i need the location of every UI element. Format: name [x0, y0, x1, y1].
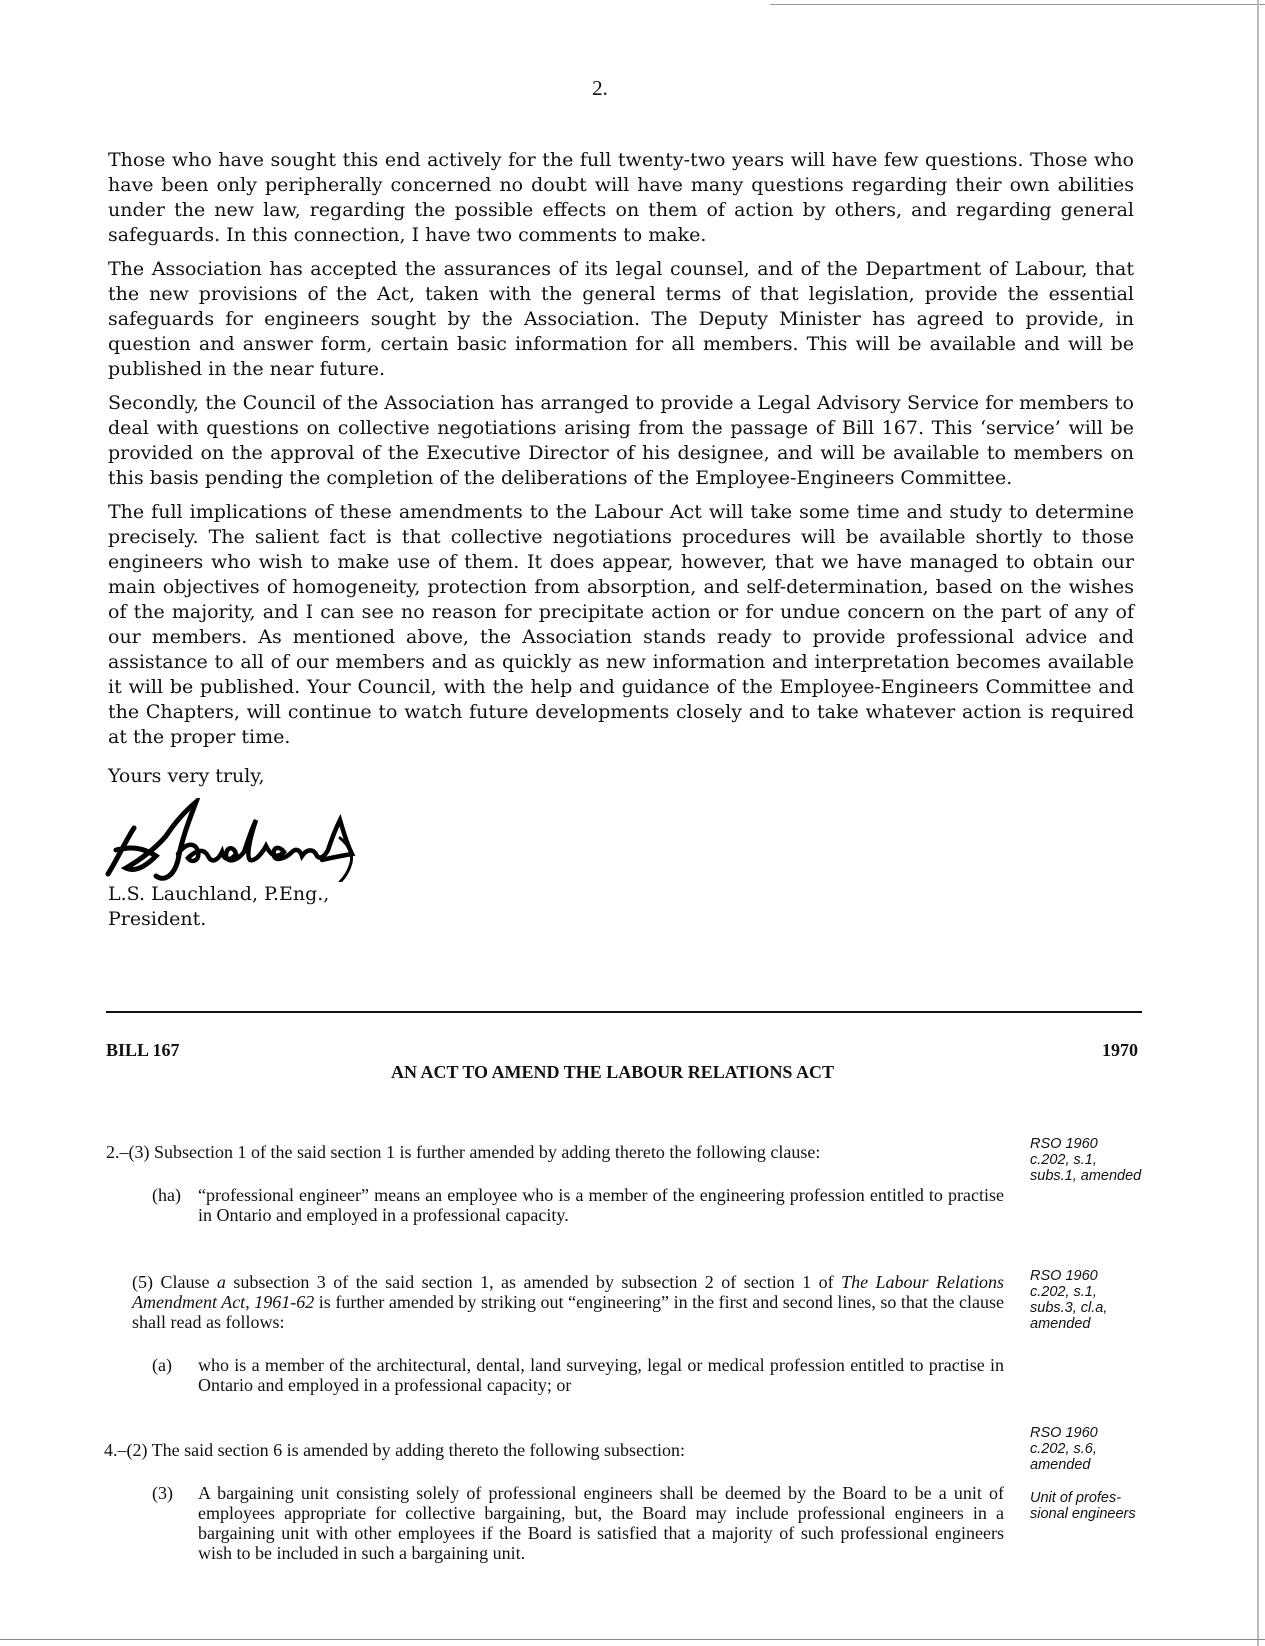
subsection-3 — [152, 1483, 1004, 1563]
section-2-5-lead — [132, 1272, 1004, 1332]
section-divider — [106, 1011, 1142, 1013]
section-2-5-text-b: subsection 3 of the said section 1, as amended by subsection 2 of section 1 of — [225, 1272, 842, 1292]
section-2-5-clause-letter: a — [216, 1272, 226, 1292]
subsection-3-text: A bargaining unit consisting solely of professional engineers shall be deemed by the Board to be a unit of employees appropriate for collective bargaining, but, the Board may include professional engineers in a bargaining unit with other employees if the Board is satisfied that a majority of such professional engineers wish to be included in such a bargaining unit. — [198, 1483, 1004, 1563]
handwritten-signature — [108, 798, 408, 882]
margin-note-rso-subs1: RSO 1960 c.202, s.1, subs.1, amended — [1030, 1136, 1142, 1184]
clause-ha-text: “professional engineer” means an employee who is a member of the engineering profession entitled to practise in Ontario and employed in a professional capacity. — [198, 1185, 1004, 1225]
signer-title: President. — [108, 908, 207, 930]
clause-ha-number: (ha) — [152, 1185, 181, 1205]
letter-paragraph: Those who have sought this end actively for the full twenty-two years will have few questions. Those who have been only peripherally concerned no doubt will have many questions regarding their own abilities under the new law, regarding the possible effects on them of action by others, and regarding general safeguards. In this connection, I have two comments to make. — [108, 149, 1134, 246]
bill-number: BILL 167 — [106, 1040, 180, 1060]
clause-a-text: who is a member of the architectural, dental, land surveying, legal or medical profession entitled to practise in Ontario and employed in a professional capacity; or — [198, 1355, 1004, 1395]
bill-title: AN ACT TO AMEND THE LABOUR RELATIONS ACT — [391, 1062, 834, 1082]
scan-edge-top — [770, 4, 1265, 5]
scan-edge-right — [1257, 0, 1259, 1646]
letter-paragraph: Secondly, the Council of the Association has arranged to provide a Legal Advisory Service for members to deal with questions on collective negotiations arising from the passage of Bill 167. This ‘service’ will be provided on the approval of the Executive Director of his designee, and will be available to members on this basis pending the completion of the deliberations of the Employee-Engineers Committee. — [108, 392, 1134, 489]
section-2-5-act-name: The Labour Relations Amendment Act, 1961-62 — [132, 1272, 1005, 1312]
section-2-3-lead: 2.–(3) Subsection 1 of the said section 1 is further amended by adding thereto the following clause: — [106, 1142, 821, 1162]
clause-ha — [152, 1185, 1004, 1225]
margin-note-rso-subs3: RSO 1960 c.202, s.1, subs.3, cl.a, amended — [1030, 1268, 1108, 1332]
letter-body — [108, 148, 1134, 932]
section-2-5-text-a: (5) Clause — [132, 1272, 217, 1292]
subsection-3-number: (3) — [152, 1483, 173, 1503]
signature-scribble — [104, 798, 404, 882]
letter-paragraph: The full implications of these amendments to the Labour Act will take some time and study to determine precisely. The salient fact is that collective negotiations procedures will be available shortly to those engineers who wish to make use of them. It does appear, however, that we have managed to obtain our main objectives of homogeneity, protection from absorption, and self-determination, based on the wishes of the majority, and I can see no reason for precipitate action or for undue concern on the part of any of our members. As mentioned above, the Association stands ready to provide professional advice and assistance to all of our members and as quickly as new information and interpretation becomes available it will be published. Your Council, with the help and guidance of the Employee-Engineers Committee and the Chapters, will continue to watch future developments closely and to take whatever action is required at the proper time. — [108, 501, 1134, 748]
bill-year: 1970 — [1102, 1040, 1138, 1060]
signer-name: L.S. Lauchland, P.Eng., — [108, 883, 330, 905]
letter-paragraph: The Association has accepted the assurances of its legal counsel, and of the Department of Labour, that the new provisions of the Act, taken with the general terms of that legislation, provide the essential safeguards for engineers sought by the Association. The Deputy Minister has agreed to provide, in question and answer form, certain basic information for all members. This will be available and will be published in the near future. — [108, 258, 1134, 380]
margin-note-unit-professional-engineers: Unit of profes- sional engineers — [1030, 1490, 1136, 1522]
section-2-5-text-c: is further amended by striking out “engineering” in the first and second lines, so that the clause shall read as follows: — [132, 1292, 1004, 1332]
letter-closing: Yours very truly, — [108, 765, 265, 787]
section-4-2-lead: 4.–(2) The said section 6 is amended by adding thereto the following subsection: — [104, 1440, 686, 1460]
page-number: 2. — [592, 76, 608, 100]
clause-a-number: (a) — [152, 1355, 172, 1375]
clause-a — [152, 1355, 1004, 1395]
margin-note-rso-s6: RSO 1960 c.202, s.6, amended — [1030, 1425, 1098, 1473]
scan-edge-bottom — [0, 1639, 1265, 1640]
